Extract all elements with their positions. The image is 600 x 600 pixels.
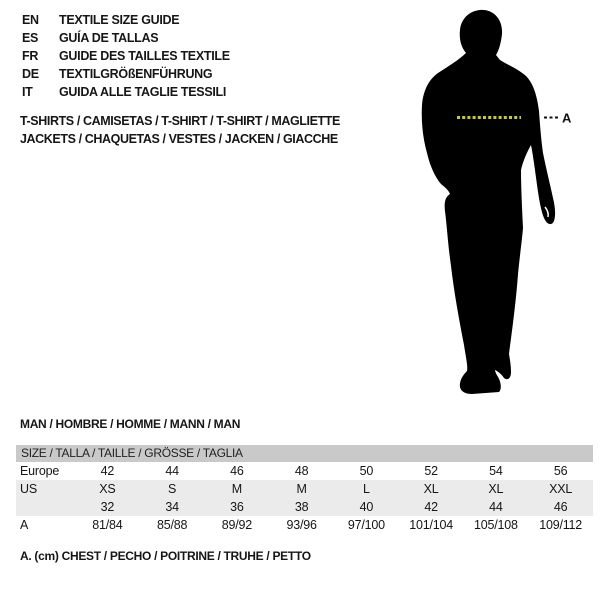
table-cell: 50	[359, 464, 374, 478]
table-cell: 46	[553, 500, 568, 514]
table-cell: 42	[424, 500, 438, 514]
table-cell: XL	[423, 482, 439, 496]
size-table-header: SIZE / TALLA / TAILLE / GRÖSSE / TAGLIA	[16, 445, 593, 462]
row-label: Europe	[20, 464, 60, 478]
table-row-chest-a	[16, 516, 593, 534]
legend-label: TEXTILGRÖßENFÜHRUNG	[59, 67, 213, 81]
row-label: A	[20, 518, 29, 532]
table-cell: 105/108	[473, 518, 518, 532]
legend-label: GUIDE DES TAILLES TEXTILE	[59, 49, 230, 63]
table-cell: XL	[488, 482, 504, 496]
table-cell: XS	[99, 482, 116, 496]
table-cell: L	[362, 482, 370, 496]
table-cell: 48	[294, 464, 309, 478]
table-cell: S	[168, 482, 177, 496]
table-cell: 38	[294, 500, 309, 514]
legend-row-de	[22, 65, 230, 83]
table-cell: 44	[165, 464, 179, 478]
legend-row-en	[22, 11, 230, 29]
legend-code: ES	[22, 31, 39, 45]
table-cell: 109/112	[539, 518, 583, 532]
table-cell: 34	[165, 500, 179, 514]
table-cell: 101/104	[409, 518, 454, 532]
table-row-us	[16, 480, 593, 498]
category-line-jackets: JACKETS / CHAQUETAS / VESTES / JACKEN / GIACCHE	[20, 132, 338, 146]
table-row-europe	[16, 462, 593, 480]
row-label: US	[20, 482, 37, 496]
language-legend	[22, 11, 230, 101]
category-line-tshirts: T-SHIRTS / CAMISETAS / T-SHIRT / T-SHIRT / MAGLIETTE	[20, 114, 340, 128]
table-cell: 97/100	[347, 518, 385, 532]
man-silhouette	[422, 10, 555, 394]
table-cell: 56	[553, 464, 568, 478]
table-cell: 81/84	[92, 518, 123, 532]
figure-svg	[415, 3, 580, 400]
legend-row-es	[22, 29, 230, 47]
table-cell: M	[296, 482, 307, 496]
legend-code: DE	[22, 67, 39, 81]
table-cell: 32	[100, 500, 115, 514]
legend-code: IT	[22, 85, 33, 99]
garment-categories	[20, 112, 340, 148]
section-title-man: MAN / HOMBRE / HOMME / MANN / MAN	[20, 417, 241, 431]
footnote-chest-measure: A. (cm) CHEST / PECHO / POITRINE / TRUHE / PETTO	[20, 549, 311, 563]
table-cell: XXL	[549, 482, 573, 496]
legend-label: TEXTILE SIZE GUIDE	[59, 13, 180, 27]
row-label	[16, 498, 75, 516]
table-row-numeric	[16, 498, 593, 516]
table-cell: 44	[489, 500, 503, 514]
size-table	[16, 445, 593, 534]
table-cell: 52	[424, 464, 438, 478]
table-cell: 89/92	[221, 518, 253, 532]
measure-label-a: A	[562, 110, 572, 126]
table-cell: 93/96	[286, 518, 317, 532]
legend-row-fr	[22, 47, 230, 65]
legend-row-it	[22, 83, 230, 101]
table-cell: 54	[489, 464, 503, 478]
table-cell: M	[231, 482, 242, 496]
legend-code: EN	[22, 13, 39, 27]
table-cell: 36	[230, 500, 244, 514]
legend-label: GUIDA ALLE TAGLIE TESSILI	[59, 85, 227, 99]
legend-code: FR	[22, 49, 39, 63]
table-cell: 42	[100, 464, 115, 478]
legend-label: GUÍA DE TALLAS	[59, 31, 159, 45]
table-cell: 85/88	[156, 518, 188, 532]
man-silhouette-figure	[415, 3, 580, 400]
table-cell: 46	[230, 464, 244, 478]
table-cell: 40	[359, 500, 374, 514]
